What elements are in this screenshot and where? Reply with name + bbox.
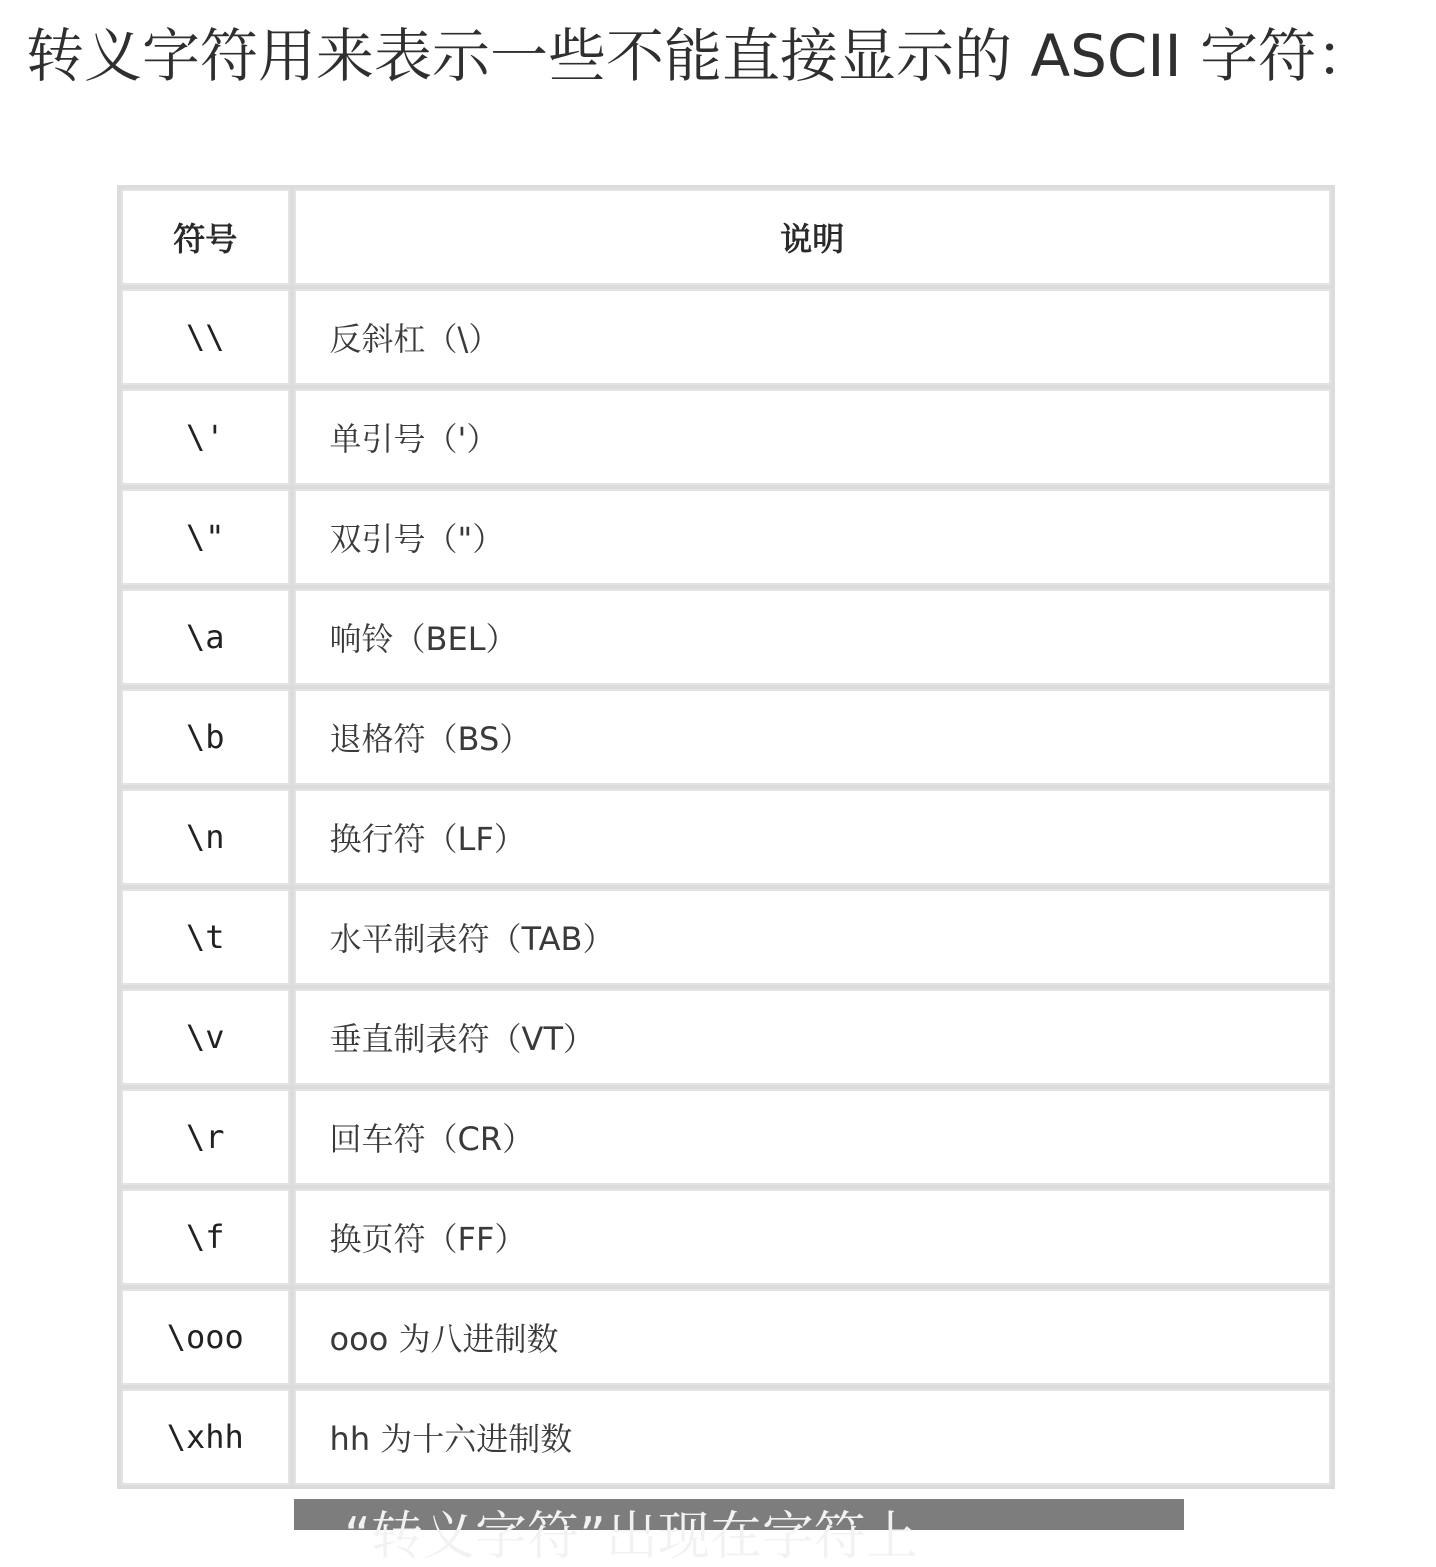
table-row xyxy=(121,689,1331,785)
row-symbol: \b xyxy=(121,689,290,785)
escape-characters-table xyxy=(117,185,1335,1489)
row-description: 双引号（"） xyxy=(294,489,1331,585)
row-description: 水平制表符（TAB） xyxy=(294,889,1331,985)
table-row xyxy=(121,589,1331,685)
row-symbol: \ooo xyxy=(121,1289,290,1385)
table-header-row xyxy=(121,189,1331,285)
row-description: ooo 为八进制数 xyxy=(294,1289,1331,1385)
row-symbol: \\ xyxy=(121,289,290,385)
row-description: 垂直制表符（VT） xyxy=(294,989,1331,1085)
table-row xyxy=(121,1389,1331,1485)
row-description: hh 为十六进制数 xyxy=(294,1389,1331,1485)
table-row xyxy=(121,489,1331,585)
row-symbol: \xhh xyxy=(121,1389,290,1485)
row-symbol: \' xyxy=(121,389,290,485)
table-row xyxy=(121,1189,1331,1285)
row-symbol: \a xyxy=(121,589,290,685)
table-row xyxy=(121,889,1331,985)
row-description: 回车符（CR） xyxy=(294,1089,1331,1185)
table-row xyxy=(121,1089,1331,1185)
row-symbol: \t xyxy=(121,889,290,985)
table-row xyxy=(121,289,1331,385)
row-symbol: \f xyxy=(121,1189,290,1285)
row-symbol: \n xyxy=(121,789,290,885)
table-row xyxy=(121,789,1331,885)
header-description: 说明 xyxy=(294,189,1331,285)
escape-characters-table-container xyxy=(117,185,1335,1489)
row-description: 反斜杠（\） xyxy=(294,289,1331,385)
page-heading: 转义字符用来表示一些不能直接显示的 ASCII 字符： xyxy=(26,22,1375,90)
row-description: 响铃（BEL） xyxy=(294,589,1331,685)
row-description: 换页符（FF） xyxy=(294,1189,1331,1285)
video-subtitle-bar xyxy=(294,1499,1184,1567)
row-symbol: \r xyxy=(121,1089,290,1185)
row-description: 单引号（'） xyxy=(294,389,1331,485)
row-symbol: \v xyxy=(121,989,290,1085)
header-symbol: 符号 xyxy=(121,189,290,285)
table-row xyxy=(121,989,1331,1085)
row-description: 换行符（LF） xyxy=(294,789,1331,885)
video-subtitle-text: “转义字符”出现在字符上 xyxy=(344,1507,918,1567)
table-row xyxy=(121,1289,1331,1385)
table-row xyxy=(121,389,1331,485)
row-symbol: \" xyxy=(121,489,290,585)
row-description: 退格符（BS） xyxy=(294,689,1331,785)
